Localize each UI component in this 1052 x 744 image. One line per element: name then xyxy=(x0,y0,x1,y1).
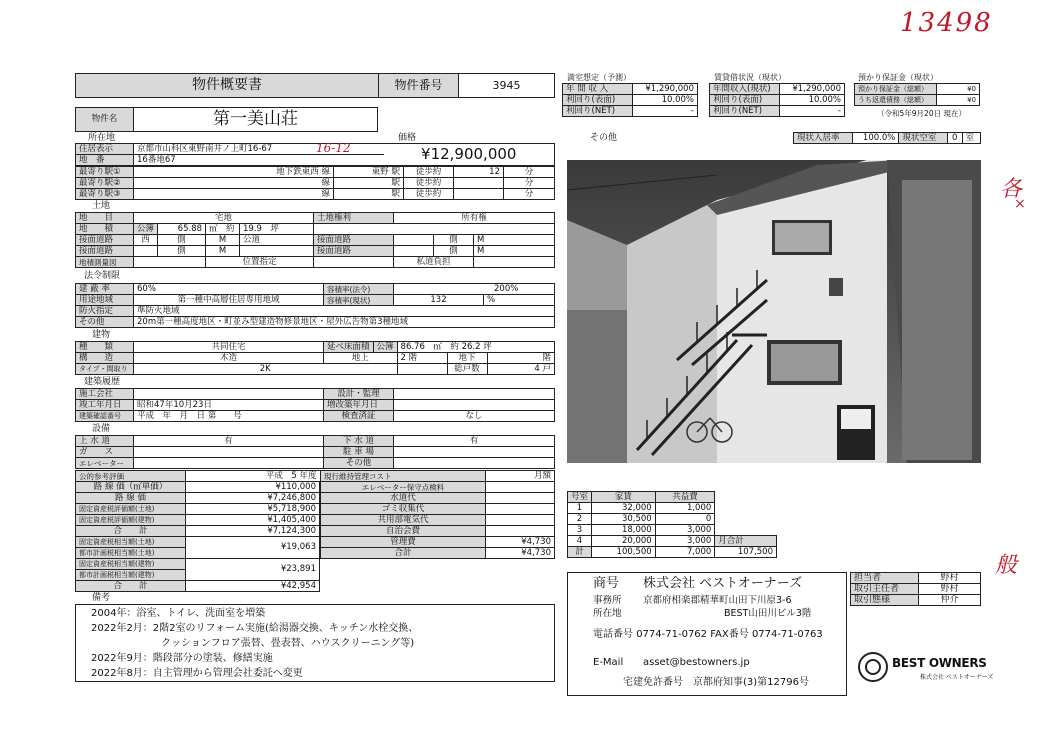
rent-unit: 2 xyxy=(568,514,592,525)
property-name-table xyxy=(75,107,378,132)
deposit-label: うち返還債務（総額） xyxy=(855,95,937,106)
sewer-label: 下 水 道 xyxy=(324,436,394,447)
rent-value: 20,000 xyxy=(592,536,656,547)
price-label: 価格 xyxy=(398,133,417,143)
company-logo-emblem xyxy=(858,652,888,682)
land-section-label: 土地 xyxy=(92,201,111,211)
stations-table xyxy=(75,166,555,200)
staff-table xyxy=(850,572,981,606)
yield-est-label: 利回り(NET) xyxy=(563,106,633,117)
maintenance-label: 管理費 xyxy=(321,537,486,548)
valuation-table xyxy=(75,470,320,592)
lease-now-value: ¥1,290,000 xyxy=(780,84,845,95)
builder-label: 施工会社 xyxy=(76,389,134,400)
deposit-date: （令和5年9月20日 現在） xyxy=(877,109,966,118)
staff-label: 取引主任者 xyxy=(851,584,919,595)
history-section-label: 建築履歴 xyxy=(84,377,121,387)
use-zone-value: 第一種中高層住居専用地域 xyxy=(134,295,324,306)
yield-est-label: 利回り(表面) xyxy=(563,95,633,106)
occupancy-rate-label: 現状入居率 xyxy=(794,133,853,144)
staff-label: 担当者 xyxy=(851,573,919,584)
office-address-line1: 京都府相楽郡精華町山田下川原3-6 xyxy=(643,595,792,606)
layout-type-value: 2K xyxy=(134,364,398,375)
water-label: 上 水 道 xyxy=(76,436,134,447)
land-area-label: 地 積 xyxy=(76,224,134,235)
station-label: 最寄り駅③ xyxy=(76,189,134,200)
fee-value: 3,000 xyxy=(655,536,715,547)
header-table xyxy=(75,73,555,98)
walk-label: 徒歩約 xyxy=(404,178,454,189)
inspection-value: なし xyxy=(394,411,555,422)
license-value: 京都府知事(3)第12796号 xyxy=(693,677,809,688)
elevator-label: エレベーター xyxy=(76,458,134,469)
station-line: 地下鉄東西 線 xyxy=(134,167,334,178)
property-number-value: 3945 xyxy=(459,74,555,98)
confirm-label: 建築確認番号 xyxy=(76,411,134,422)
designer-label: 設計・監理 xyxy=(324,389,394,400)
land-area-m2: 65.88 xyxy=(158,224,206,235)
road-side: 側 xyxy=(434,235,474,246)
floor-area-label: 延べ床面積 xyxy=(324,342,374,353)
facilities-table xyxy=(75,435,555,469)
law-other-label: その他 xyxy=(76,317,134,328)
building-photo xyxy=(567,160,981,463)
lease-now-label: 利回り(表面) xyxy=(710,95,780,106)
maintenance-total-value: ¥4,730 xyxy=(486,548,555,559)
above-label: 地上 xyxy=(324,353,398,364)
monthly-total-label: 月合計 xyxy=(715,536,777,547)
road-side: 側 xyxy=(158,246,206,257)
sewer-value: 有 xyxy=(394,436,555,447)
walk-minutes: 12 xyxy=(454,167,504,178)
lease-now-label: 利回り(NET) xyxy=(710,106,780,117)
private-road-label: 私道負担 xyxy=(394,257,474,268)
valuation-label: 固定資産税評価額(土地) xyxy=(76,504,186,515)
handwritten-mark-top: 各 xyxy=(1000,177,1023,202)
coverage-label: 建 蔽 率 xyxy=(76,284,134,295)
license-line xyxy=(623,678,809,688)
road-width: M xyxy=(474,246,555,257)
company-logo-text: BEST OWNERS xyxy=(892,656,987,670)
lease-now-label: 年間収入(現状) xyxy=(710,84,780,95)
monthly-total-value: 107,500 xyxy=(715,547,777,558)
fax-value: 0774-71-0763 xyxy=(751,629,823,640)
walk-minutes xyxy=(454,178,504,189)
building-kind-value: 共同住宅 xyxy=(134,342,324,353)
address-label: 住居表示 xyxy=(76,144,134,155)
walk-unit: 分 xyxy=(504,167,555,178)
fee-total-value: 7,000 xyxy=(655,547,715,558)
station-line: 線 xyxy=(134,178,334,189)
fire-label: 防火指定 xyxy=(76,306,134,317)
road-label: 接面道路 xyxy=(76,246,134,257)
maintenance-header: 現行維持管理コスト xyxy=(321,471,486,482)
land-category-value: 宅地 xyxy=(134,213,314,224)
m2-unit: ㎡ xyxy=(433,341,442,352)
far-law-label: 容積率(法令) xyxy=(324,284,394,295)
notes-label: 備考 xyxy=(92,593,111,603)
location-section-label: 所在地 xyxy=(88,133,116,143)
maintenance-value xyxy=(486,515,555,526)
phone-line xyxy=(593,630,823,640)
lease-now-value: - xyxy=(780,106,845,117)
maintenance-label: 水道代 xyxy=(321,493,486,504)
building-kind-label: 種 類 xyxy=(76,342,134,353)
maintenance-value: ¥4,730 xyxy=(486,537,555,548)
property-name-value: 第一美山荘 xyxy=(134,108,378,132)
station-label: 最寄り駅② xyxy=(76,178,134,189)
road-type: 公道 xyxy=(240,235,314,246)
address-value: 京都市山科区東野南井ノ上町16-67 xyxy=(134,144,384,155)
tax-label: 固定資産税相当額(建物) xyxy=(76,559,186,570)
lease-now-value: 10.00% xyxy=(780,95,845,106)
tax-total-value: ¥42,954 xyxy=(186,581,320,592)
vacant-value: 0 xyxy=(947,133,962,144)
document-title: 物件概要書 xyxy=(76,74,379,98)
deposit-label: 預かり保証金（総額） xyxy=(855,84,937,95)
law-other-value: 20m第一種高度地区・町並み型建造物修景地区・屋外広告物第3種地域 xyxy=(134,317,555,328)
staff-value: 仲介 xyxy=(919,595,981,606)
building-table xyxy=(75,341,555,375)
rent-value: 18,000 xyxy=(592,525,656,536)
lease-now-table xyxy=(709,83,845,117)
valuation-year-unit: 年度 xyxy=(299,470,317,481)
far-value: 200% xyxy=(394,284,555,295)
office-label: 事務所 xyxy=(593,595,622,606)
rent-unit: 4 xyxy=(568,536,592,547)
valuation-label: 路 線 価（㎡単価） xyxy=(76,482,186,493)
location-table xyxy=(75,143,555,166)
rent-total-value: 100,500 xyxy=(592,547,656,558)
occupancy-rate-value: 100.0% xyxy=(852,133,899,144)
staff-label: 取引態様 xyxy=(851,595,919,606)
maintenance-label: エレベーター保守点検料 xyxy=(321,482,486,493)
units-label: 総戸数 xyxy=(447,364,487,375)
road-label: 接面道路 xyxy=(76,235,134,246)
m2-unit: ㎡ xyxy=(209,223,218,234)
deposit-value: ¥0 xyxy=(937,84,980,95)
walk-unit: 分 xyxy=(504,189,555,200)
floor-area-tsubo: 26.2 xyxy=(461,341,481,352)
use-zone-label: 用途地域 xyxy=(76,295,134,306)
walk-label: 徒歩約 xyxy=(404,189,454,200)
property-name-label: 物件名 xyxy=(76,108,134,132)
far-now-value: 132 xyxy=(394,295,484,306)
note-line: 2004年：浴室、トイレ、洗面室を増築 xyxy=(91,608,266,619)
station-name: 東野 駅 xyxy=(334,167,404,178)
trade-value: 株式会社 ベストオーナーズ xyxy=(643,576,803,591)
lease-now-title: 賃貸借状況（現状） xyxy=(714,73,786,82)
maintenance-value xyxy=(486,482,555,493)
walk-label: 徒歩約 xyxy=(404,167,454,178)
station-name: 駅 xyxy=(334,178,404,189)
position-label: 位置指定 xyxy=(206,257,314,268)
below-unit: 階 xyxy=(487,353,554,364)
facilities-other-label: その他 xyxy=(324,458,394,469)
tax-label: 都市計画税相当額(土地) xyxy=(76,548,186,559)
completed-label: 竣工年月日 xyxy=(76,400,134,411)
phone-value[interactable]: 0774-71-0762 xyxy=(636,629,708,640)
floor-area-m2: 86.76 xyxy=(400,341,425,352)
units-unit: 戸 xyxy=(542,363,551,374)
land-area-tsubo: 19.9 xyxy=(243,223,262,234)
maintenance-value xyxy=(486,526,555,537)
land-right-value: 所有権 xyxy=(394,213,555,224)
valuation-header: 公的参考評価 xyxy=(76,471,186,482)
note-line: 2022年9月：階段部分の塗装、修繕実施 xyxy=(91,653,273,664)
road-width: M xyxy=(474,235,555,246)
valuation-year: 5 xyxy=(291,470,297,481)
yield-est-label: 年 間 収 入 xyxy=(563,84,633,95)
phone-label: 電話番号 xyxy=(593,629,633,640)
maintenance-value xyxy=(486,504,555,515)
office-address-line2: BEST山田川ビル3階 xyxy=(724,608,812,619)
staff-value: 野村 xyxy=(919,584,981,595)
valuation-value: ¥110,000 xyxy=(186,482,320,493)
staff-value: 野村 xyxy=(919,573,981,584)
road-side: 側 xyxy=(434,246,474,257)
station-line: 線 xyxy=(134,189,334,200)
trade-label: 商号 xyxy=(593,576,620,591)
building-photo-svg xyxy=(567,160,981,463)
tax-value: ¥19,063 xyxy=(186,537,320,559)
valuation-era: 平成 xyxy=(265,470,283,481)
valuation-label: 合 計 xyxy=(76,526,186,537)
price-value: ¥12,900,000 xyxy=(384,144,555,166)
land-right-label: 土地権利 xyxy=(314,213,394,224)
road-width: M xyxy=(206,246,240,257)
floor-area-kind: 公簿 xyxy=(373,342,397,353)
tax-label: 固定資産税相当額(土地) xyxy=(76,537,186,548)
valuation-label: 固定資産税評価額(建物) xyxy=(76,515,186,526)
note-line: クッションフロア張替、畳表替、ハウスクリーニング等) xyxy=(91,638,415,649)
occupancy-table xyxy=(793,132,981,144)
floors-value: 2 xyxy=(400,352,406,363)
inspection-label: 検査済証 xyxy=(324,411,394,422)
approx-label: 約 xyxy=(450,341,459,352)
walk-minutes xyxy=(454,189,504,200)
rent-header: 号室 xyxy=(568,492,592,503)
office-label: 所在地 xyxy=(593,608,622,619)
fee-value: 1,000 xyxy=(655,503,715,514)
maintenance-total-label: 合計 xyxy=(321,548,486,559)
station-name: 駅 xyxy=(334,189,404,200)
road-width: M xyxy=(206,235,240,246)
tsubo-unit: 坪 xyxy=(483,341,492,352)
rent-value: 32,000 xyxy=(592,503,656,514)
email-label: E-Mail xyxy=(593,657,624,668)
survey-label: 地積測量図 xyxy=(76,257,134,268)
facilities-section-label: 設備 xyxy=(92,424,111,434)
lot-value: 16番地67 xyxy=(134,155,384,166)
units-value: 4 xyxy=(534,363,540,374)
gas-label: ガ ス xyxy=(76,447,134,458)
maintenance-label: 自治会費 xyxy=(321,526,486,537)
law-table xyxy=(75,283,555,328)
land-table xyxy=(75,212,555,268)
walk-unit: 分 xyxy=(504,178,555,189)
note-line: 2022年2月：2階2室のリフォーム実施(給湯器交換、キッチン水栓交換、 xyxy=(91,623,419,634)
yield-est-value: ¥1,290,000 xyxy=(633,84,698,95)
maintenance-label: 共用部電気代 xyxy=(321,515,486,526)
fee-value: 3,000 xyxy=(655,525,715,536)
handwritten-file-number: 13498 xyxy=(900,8,993,38)
parking-label: 駐 車 場 xyxy=(324,447,394,458)
rent-header: 家賃 xyxy=(592,492,656,503)
far-now-label: 容積率(現状) xyxy=(324,295,394,306)
confirm-value: 平成 年 月 日 第 号 xyxy=(134,411,324,422)
handwritten-mark-bottom: 般 xyxy=(995,553,1018,578)
tax-label: 都市計画税相当額(建物) xyxy=(76,570,186,581)
far-now-unit: % xyxy=(484,295,555,306)
yield-est-value: - xyxy=(633,106,698,117)
building-section-label: 建物 xyxy=(92,330,111,340)
maintenance-monthly-label: 月額 xyxy=(486,471,555,482)
history-table xyxy=(75,388,555,422)
maintenance-label: ゴミ収集代 xyxy=(321,504,486,515)
rent-unit: 3 xyxy=(568,525,592,536)
valuation-value: ¥5,718,900 xyxy=(186,504,320,515)
vacant-label: 現状空室 xyxy=(899,133,948,144)
fax-label: FAX番号 xyxy=(710,629,749,640)
yield-est-value: 10.00% xyxy=(633,95,698,106)
completed-value: 昭和47年10月23日 xyxy=(134,400,324,411)
deposit-title: 預かり保証金（現状） xyxy=(858,73,938,82)
tax-value: ¥23,891 xyxy=(186,559,320,581)
land-category-label: 地 目 xyxy=(76,213,134,224)
law-section-label: 法令制限 xyxy=(84,271,121,281)
vacant-unit: 室 xyxy=(962,133,980,144)
yield-est-title: 満室想定（予測） xyxy=(567,73,631,82)
below-label: 地下 xyxy=(447,353,487,364)
tsubo-unit: 坪 xyxy=(270,223,279,234)
fire-value: 準防火地域 xyxy=(134,306,555,317)
road-side: 側 xyxy=(158,235,206,246)
rent-total-label: 計 xyxy=(568,547,592,558)
handwritten-price-note: 16-12 xyxy=(316,141,351,155)
land-area-kind: 公簿 xyxy=(134,224,158,235)
maintenance-table xyxy=(320,470,555,559)
rent-table xyxy=(567,491,777,558)
rent-value: 30,500 xyxy=(592,514,656,525)
property-number-label: 物件番号 xyxy=(379,74,459,98)
approx-label: 約 xyxy=(226,223,235,234)
email-link[interactable]: asset@bestowners.jp xyxy=(643,657,750,668)
valuation-label: 路 線 価 xyxy=(76,493,186,504)
valuation-value: ¥7,124,300 xyxy=(186,526,320,537)
handwritten-mark-x: × xyxy=(1014,196,1026,212)
rent-unit: 1 xyxy=(568,503,592,514)
structure-value: 木造 xyxy=(134,353,324,364)
notes-box xyxy=(75,604,555,682)
other-label: その他 xyxy=(590,133,618,143)
rent-header: 共益費 xyxy=(655,492,715,503)
coverage-value: 60% xyxy=(134,284,324,295)
deposit-table xyxy=(854,83,980,106)
lot-label: 地 番 xyxy=(76,155,134,166)
deposit-value: ¥0 xyxy=(937,95,980,106)
note-line: 2022年8月：自主管理から管理会社委託へ変更 xyxy=(91,668,303,679)
road-direction: 西 xyxy=(134,235,158,246)
tax-total-label: 合 計 xyxy=(76,581,186,592)
license-label: 宅建免許番号 xyxy=(623,677,683,688)
station-label: 最寄り駅① xyxy=(76,167,134,178)
layout-type-label: タイプ・間取り xyxy=(76,364,134,375)
company-box xyxy=(567,572,847,696)
valuation-value: ¥7,246,800 xyxy=(186,493,320,504)
structure-label: 構 造 xyxy=(76,353,134,364)
maintenance-value xyxy=(486,493,555,504)
expansion-label: 増改築年月日 xyxy=(324,400,394,411)
road-label: 接面道路 xyxy=(314,235,394,246)
floors-unit: 階 xyxy=(408,352,418,363)
valuation-value: ¥1,405,400 xyxy=(186,515,320,526)
water-value: 有 xyxy=(134,436,324,447)
road-label: 接面道路 xyxy=(314,246,394,257)
company-logo-subtext: 株式会社 ベストオーナーズ xyxy=(920,674,994,681)
yield-est-table xyxy=(562,83,698,117)
fee-value: 0 xyxy=(655,514,715,525)
